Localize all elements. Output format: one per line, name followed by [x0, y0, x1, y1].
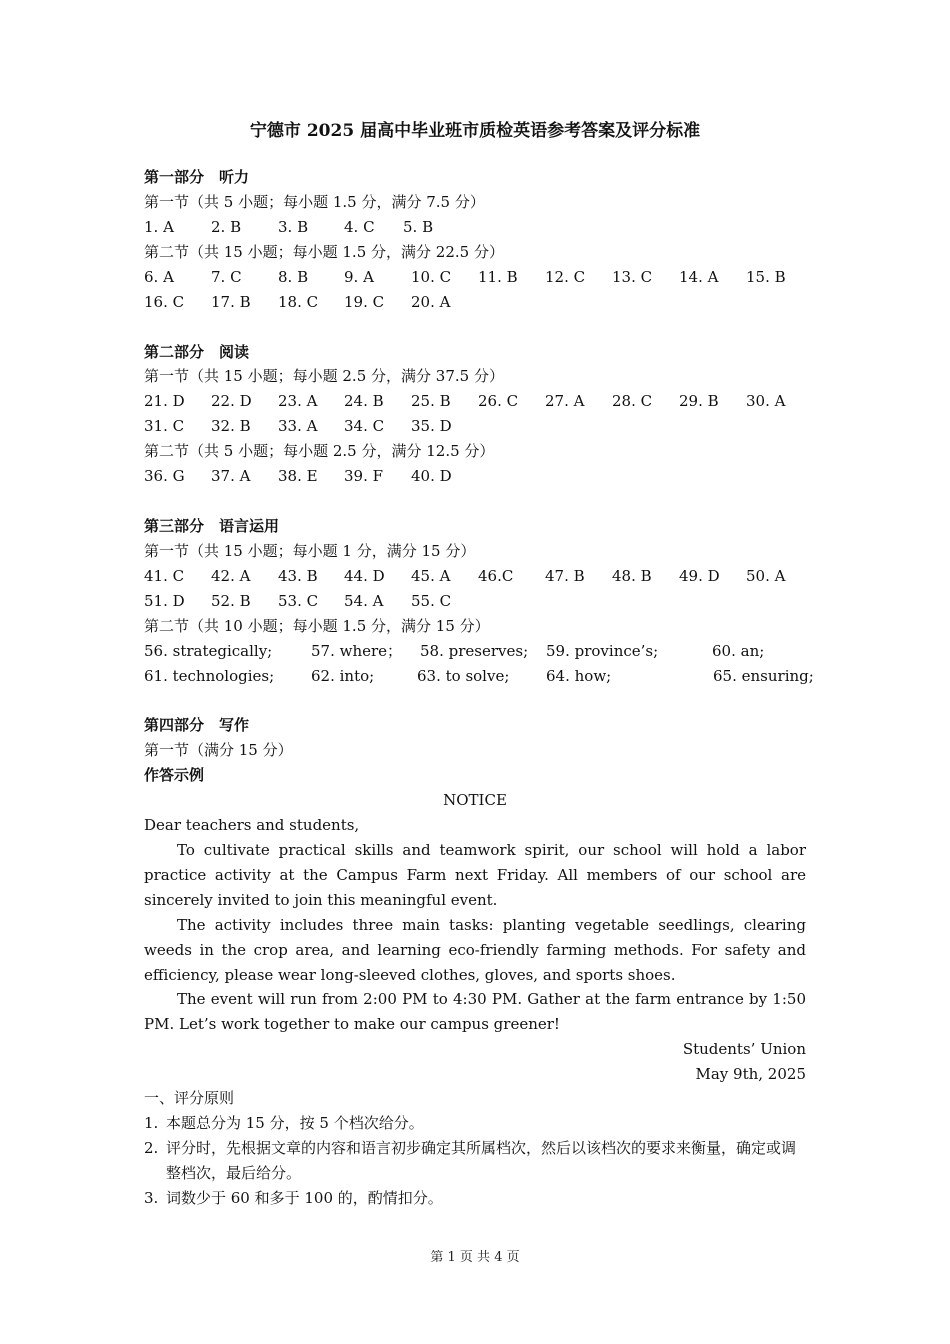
answer-item: 13. C	[612, 268, 653, 286]
answer-item: 8. B	[278, 268, 309, 286]
answer-item: 28. C	[612, 392, 653, 410]
answer-item: 52. B	[211, 592, 251, 610]
answer-item: 50. A	[746, 567, 786, 585]
part2-sec1-label: 第一节（共 15 小题；每小题 2.5 分，满分 37.5 分）	[144, 367, 504, 385]
answer-item: 1. A	[144, 218, 174, 236]
notice-title: NOTICE	[443, 791, 507, 809]
answer-item: 45. A	[411, 567, 451, 585]
part1-heading: 第一部分 听力	[144, 168, 250, 186]
part2-sec2-label: 第二节（共 5 小题；每小题 2.5 分，满分 12.5 分）	[144, 442, 495, 460]
answer-item: 38. E	[278, 467, 318, 485]
rule-number: 1.	[144, 1114, 159, 1132]
answer-item: 41. C	[144, 567, 185, 585]
part1-sec2-label: 第二节（共 15 小题；每小题 1.5 分，满分 22.5 分）	[144, 243, 504, 261]
answer-item: 17. B	[211, 293, 251, 311]
part2-heading: 第二部分 阅读	[144, 343, 250, 361]
answer-item: 61. technologies;	[144, 667, 275, 685]
part1-sec1-label: 第一节（共 5 小题；每小题 1.5 分，满分 7.5 分）	[144, 193, 485, 211]
answer-item: 30. A	[746, 392, 786, 410]
answer-item: 5. B	[403, 218, 434, 236]
scoring-rule	[144, 1186, 806, 1211]
answer-item: 46.C	[478, 567, 514, 585]
rule-text: 评分时，先根据文章的内容和语言初步确定其所属档次，然后以该档次的要求来衡量，确定或调整档次，最后给分。	[166, 1139, 797, 1182]
page-title: 宁德市 2025 届高中毕业班市质检英语参考答案及评分标准	[249, 121, 701, 141]
answer-item: 35. D	[411, 417, 452, 435]
rule-number: 2.	[144, 1139, 159, 1157]
answer-item: 62. into;	[311, 667, 375, 685]
answer-item: 21. D	[144, 392, 185, 410]
answer-item: 49. D	[679, 567, 720, 585]
part3-sec1-label: 第一节（共 15 小题；每小题 1 分，满分 15 分）	[144, 542, 476, 560]
answer-item: 55. C	[411, 592, 452, 610]
notice-paragraph: The activity includes three main tasks: planting vegetable seedlings, clearing weeds in the crop area, and learning eco-friendly farming methods. For safety and efficiency, please wear long-sleeved clothes, gloves, and sports shoes.	[144, 916, 806, 984]
answer-item: 24. B	[344, 392, 384, 410]
answer-item: 43. B	[278, 567, 318, 585]
answer-item: 34. C	[344, 417, 385, 435]
rule-number: 3.	[144, 1189, 159, 1207]
answer-item: 3. B	[278, 218, 309, 236]
answer-item: 44. D	[344, 567, 385, 585]
answer-item: 53. C	[278, 592, 319, 610]
answer-item: 10. C	[411, 268, 452, 286]
answer-item: 15. B	[746, 268, 786, 286]
scoring-rule	[144, 1136, 806, 1186]
answer-item: 54. A	[344, 592, 384, 610]
answer-item: 2. B	[211, 218, 242, 236]
answer-item: 4. C	[344, 218, 375, 236]
part4-heading: 第四部分 写作	[144, 716, 250, 734]
answer-item: 26. C	[478, 392, 519, 410]
answer-item: 16. C	[144, 293, 185, 311]
answer-item: 32. B	[211, 417, 251, 435]
answer-item: 29. B	[679, 392, 719, 410]
answer-item: 36. G	[144, 467, 185, 485]
notice-paragraph: The event will run from 2:00 PM to 4:30 PM. Gather at the farm entrance by 1:50 PM. Let’s work together to make our campus greener!	[144, 990, 806, 1033]
answer-item: 51. D	[144, 592, 185, 610]
sample-label: 作答示例	[144, 766, 205, 784]
rule-text: 本题总分为 15 分，按 5 个档次给分。	[166, 1114, 424, 1132]
notice-paragraph: To cultivate practical skills and teamwork spirit, our school will hold a labor practice activity at the Campus Farm next Friday. All members of our school are sincerely invited to join this meaningful event.	[144, 841, 806, 909]
answer-item: 19. C	[344, 293, 385, 311]
answer-item: 18. C	[278, 293, 319, 311]
part3-sec2-label: 第二节（共 10 小题；每小题 1.5 分，满分 15 分）	[144, 617, 490, 635]
page-footer: 第 1 页 共 4 页	[430, 1250, 520, 1265]
answer-item: 20. A	[411, 293, 451, 311]
notice-signature: Students’ Union	[682, 1040, 806, 1058]
notice-date: May 9th, 2025	[695, 1065, 806, 1083]
notice-greeting: Dear teachers and students,	[144, 816, 360, 834]
answer-item: 65. ensuring;	[713, 667, 814, 685]
answer-item: 11. B	[478, 268, 518, 286]
answer-item: 40. D	[411, 467, 452, 485]
answer-item: 57. where；	[311, 642, 403, 660]
answer-item: 27. A	[545, 392, 585, 410]
answer-item: 58. preserves;	[420, 642, 529, 660]
answer-item: 14. A	[679, 268, 719, 286]
answer-item: 39. F	[344, 467, 384, 485]
answer-item: 7. C	[211, 268, 242, 286]
answer-item: 59. province’s;	[546, 642, 659, 660]
answer-item: 64. how;	[546, 667, 612, 685]
rule-text: 词数少于 60 和多于 100 的，酌情扣分。	[166, 1189, 443, 1207]
answer-item: 9. A	[344, 268, 374, 286]
scoring-rule	[144, 1111, 806, 1136]
answer-item: 48. B	[612, 567, 652, 585]
answer-item: 63. to solve;	[417, 667, 510, 685]
answer-item: 25. B	[411, 392, 451, 410]
answer-item: 31. C	[144, 417, 185, 435]
answer-item: 56. strategically;	[144, 642, 273, 660]
answer-item: 12. C	[545, 268, 586, 286]
answer-item: 33. A	[278, 417, 318, 435]
answer-item: 47. B	[545, 567, 585, 585]
answer-item: 6. A	[144, 268, 174, 286]
answer-item: 42. A	[211, 567, 251, 585]
answer-item: 60. an;	[712, 642, 765, 660]
scoring-heading: 一、评分原则	[144, 1089, 235, 1107]
answer-item: 37. A	[211, 467, 251, 485]
answer-item: 22. D	[211, 392, 252, 410]
answer-item: 23. A	[278, 392, 318, 410]
part3-heading: 第三部分 语言运用	[144, 517, 280, 535]
part4-sec1-label: 第一节（满分 15 分）	[144, 741, 293, 759]
